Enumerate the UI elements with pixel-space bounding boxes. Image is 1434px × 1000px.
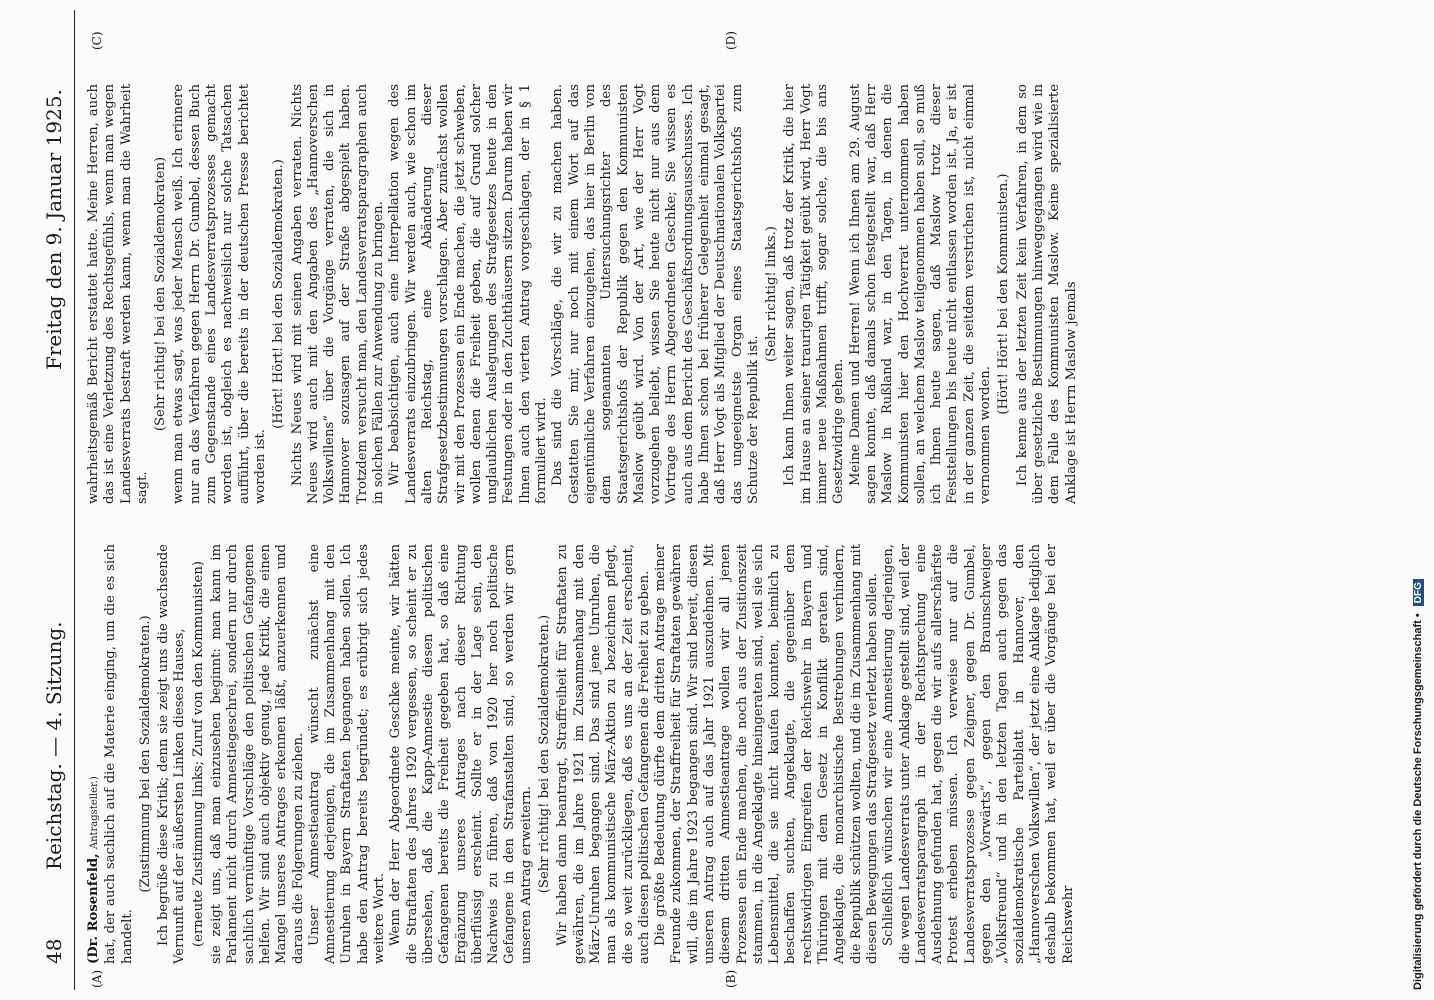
paragraph: Schließlich wünschen wir eine Amnestierung derjenigen, die wegen Landesverrats unter Anklage gestellt sind, weil der Landesverratsparagraph in der Rechtsprechung eine Ausdehnung gefunden hat, gegen die wir aufs allerschärfste Protest erheben müssen. Ich verweise nur auf die Landesverratsprozesse gegen Zeigner, gegen Dr. Gumbel, gegen den „Vorwärts“, gegen den Braunschweiger „Volksfreund“ und in den letzten Tagen auch gegen das sozialdemokratische Parteiblatt in Hannover, den „Hannoverschen Volkswillen“, der jetzt eine Anklage lediglich deshalb bekommen hat, weil er über die Vorgänge bei der Reichswehr (881, 544, 1076, 964)
interjection: (Zustimmung bei den Sozialdemokraten.) (137, 615, 153, 893)
paragraph: Wenn der Herr Abgeordnete Geschke meinte, wir hätten die Straftaten des Jahres 1920 vergessen, so scheint er zu übersehen, daß die Kapp-Amnestie diesen politischen Gefangenen bereits die Freiheit gegeben hat, so daß eine Ergänzung unseres Antrages nach dieser Richtung überflüssig erscheint. Sollte er in der Lage sein, den Nachweis zu führen, daß von 1920 her noch politische Gefangene in den Strafanstalten sind, so werden wir gern unseren Antrag erweitern. (388, 544, 534, 964)
paragraph: Wir beabsichtigen, auch eine Interpellation wegen des Landesverrats einzubringen. Wir werden auch, wie schon im alten Reichstag, eine Abänderung dieser Strafgesetzbestimmungen vorschlagen. Aber zunächst wollen wir mit den Prozessen ein Ende machen, die jetzt schweben, wollen denen die Freiheit geben, die auf Grund solcher unglaublichen Auslegungen des Strafgesetzes heute in den Festungen oder in den Zuchthäusern sitzen. Darum haben wir Ihnen auch den vierten Antrag vorgeschlagen, der in § 1 formuliert wird. (387, 84, 550, 504)
header-date: Freitag den 9. Januar 1925. (42, 89, 66, 370)
interjection: (Hört! Hört! bei den Sozialdemokraten.) (271, 159, 287, 429)
margin-letter-b: (B) (724, 969, 738, 988)
dfg-logo: DFG (1413, 579, 1424, 606)
funding-text: Digitalisierung gefördert durch die Deutsche Forschungsgemeinschaft • (1412, 613, 1424, 990)
paragraph: Die größte Bedeutung dürfte dem dritten Antrage meiner Freunde zukommen, der Straffreiheit für Straftaten gewähren will, die im Jahre 1923 begangen sind. Wir sind bereit, diesen unseren Antrag auch auf das Jahr 1921 auszudehnen. Mit diesem dritten Amnestieantrage wollen wir all jenen Prozessen ein Ende machen, die noch aus der Zusitionszeit stammen, in die Angeklagte hineingeraten sind, weil sie sich Lebensmittel, die sie nicht kaufen konnten, beimlich zu beschaffen suchten, Angeklagte, die gegenüber dem rechtswidrigen Eingreifen der Reichswehr in Bayern und Thüringen mit dem Gesetz in Konflikt geraten sind, Angeklagte, die monarchistische Bestrebungen verhindern, die Republik schützen wollten, und die im Zusammenhang mit diesen Bewegungen das Strafgesetz verletzt haben sollen. (653, 544, 880, 964)
left-column-body (103, 544, 1077, 964)
interjection: (Sehr richtig! bei den Sozialdemokraten.) (537, 614, 553, 894)
header-session-title: Reichstag. — 4. Sitzung. (42, 621, 66, 870)
interjection: (Sehr richtig! links.) (764, 226, 780, 362)
paragraph: Das sind die Vorschläge, die wir zu machen haben. Gestatten Sie mir, nur noch mit einem Wort auf das eigentümliche Verfahren einzugehen, das hier in Berlin von dem sogenannten Untersuchungsrichter des Staatsgerichtshofs der Republik gegen den Kommunisten Maslow geübt wird. Von der Art, wie der Herr Vogt vorzugehen beliebt, wissen Sie heute nicht nur aus dem Vortrage des Herrn Abgeordneten Geschke; Sie wissen es auch aus dem Bericht des Geschäftsordnungsausschusses. Ich habe Ihnen schon bei früherer Gelegenheit einmal gesagt, daß Herr Vogt als Mitglied der Deutschnationalen Volkspartei das ungeeignetste Organ eines Staatsgerichtshofs zum Schutze der Republik ist. (550, 84, 761, 504)
interjection: (erneute Zustimmung links; Zuruf von den Kommunisten) (190, 561, 206, 947)
speaker-line (86, 544, 103, 964)
interjection: (Sehr richtig! bei den Sozialdemokraten) (153, 156, 169, 432)
paragraph: Nichts Neues wird mit seinen Angaben verraten. Nichts Neues wird auch mit den Angaben des „Hannoverschen Volkswillens“ über die Vorgänge verraten, die sich in Hannover sozusagen auf der Straße abgespielt haben. Trotzdem versucht man, den Landesverratsparagraphen auch in solchen Fällen zur Anwendung zu bringen. (289, 84, 387, 504)
funding-note (1412, 10, 1424, 990)
margin-letter-a: (A) (90, 969, 104, 988)
rotated-page (34, 10, 1374, 990)
paragraph: wenn man etwas sagt, was jeder Mensch weiß. Ich erinnere nur an das Verfahren gegen Herrn Dr. Gumbel, dessen Buch zum Gegenstande eines Landesverratsprozesses gemacht worden ist, obgleich es nachweislich nur solche Tatsachen aufführt, über die bereits in der deutschen Presse berichtet worden ist. (171, 84, 268, 504)
margin-letter-d: (D) (724, 31, 738, 50)
page-number: 48 (42, 938, 66, 964)
paragraph: Meine Damen und Herren! Wenn ich Ihnen am 29. August sagen konnte, daß damals schon festgestellt war, daß Herr Maslow in Rußland war, in den Tagen, in denen die Kommunisten hier den Hochverrat unternommen haben sollen, an welchem Maslow teilgenommen haben soll, so muß ich Ihnen heute sagen, daß Maslow trotz dieser Feststellungen bis heute nicht entlassen worden ist. Ja, er ist in der ganzen Zeit, die seitdem verstrichen ist, nicht einmal vernommen worden. (847, 84, 994, 504)
margin-letter-c: (C) (90, 31, 104, 50)
paragraph: wahrheitsgemäß Bericht erstattet hatte. Meine Herren, auch das ist eine Verletzung des Rechtsgefühls, wenn man wegen Landesverrats bestraft werden kann, wenn man die Wahrheit sagt. (86, 84, 150, 504)
paragraph: sie zeigt uns, daß man einzusehen beginnt: man kann im Parlament nicht durch Amnestiegeschrei, sondern nur durch sachlich vernünftige Vorschläge den politischen Gefangenen helfen. Wir sind auch objektiv genug, jede Kritik, die einen Mangel unseres Antrages erkennen läßt, anzuerkennen und daraus die Folgerungen zu ziehen. (209, 544, 306, 964)
paragraph: Ich begrüße diese Kritik; denn sie zeigt uns die wachsende Vernunft auf der äußersten Linken dieses Hauses, (156, 544, 188, 964)
column-right (86, 84, 1080, 504)
paragraph: Unser Amnestieantrag wünscht zunächst eine Amnestierung derjenigen, die im Zusammenhang mit den Unruhen in Bayern Straftaten begangen haben sollen. Ich habe den Antrag bereits begründet; es erübrigt sich jedes weitere Wort. (306, 544, 388, 964)
paragraph: Ich kann Ihnen weiter sagen, daß trotz der Kritik, die hier im Hause an seiner traurigen Tätigkeit geübt wird, Herr Vogt immer neue Maßnahmen trifft, sogar solche, die bis ans Gesetzwidrige gehen. (782, 84, 847, 504)
page-header (34, 10, 75, 990)
paragraph: Wir haben dann beantragt, Straffreiheit für Straftaten zu gewähren, die im Jahre 1921 im Zusammenhang mit den März-Unruhen begangen sind. Das sind jene Unruhen, die man als kommunistische März-Aktion zu bezeichnen pflegt, die so weit zurückliegen, daß es uns an der Zeit erscheint, auch diesen politischen Gefangenen die Freiheit zu geben. (555, 544, 652, 964)
interjection: (Hört! Hört! bei den Kommunisten.) (996, 173, 1012, 415)
speaker-name: (Dr. Rosenfeld, (86, 853, 101, 964)
speaker-role: Antragsteller.) (89, 776, 100, 850)
right-column-body (86, 84, 1080, 504)
paragraph: Ich kenne aus der letzten Zeit kein Verfahren, in dem so über gesetzliche Bestimmungen hinweggegangen wird wie in dem Falle des Kommunisten Maslow. Keine spezialisierte Anklage ist Herrn Maslow jemals (1014, 84, 1079, 504)
column-left (86, 544, 1077, 964)
paragraph: hat, der auch sachlich auf die Materie einging, um die es sich handelt. (103, 544, 135, 964)
funding-sidebar (1412, 10, 1430, 990)
